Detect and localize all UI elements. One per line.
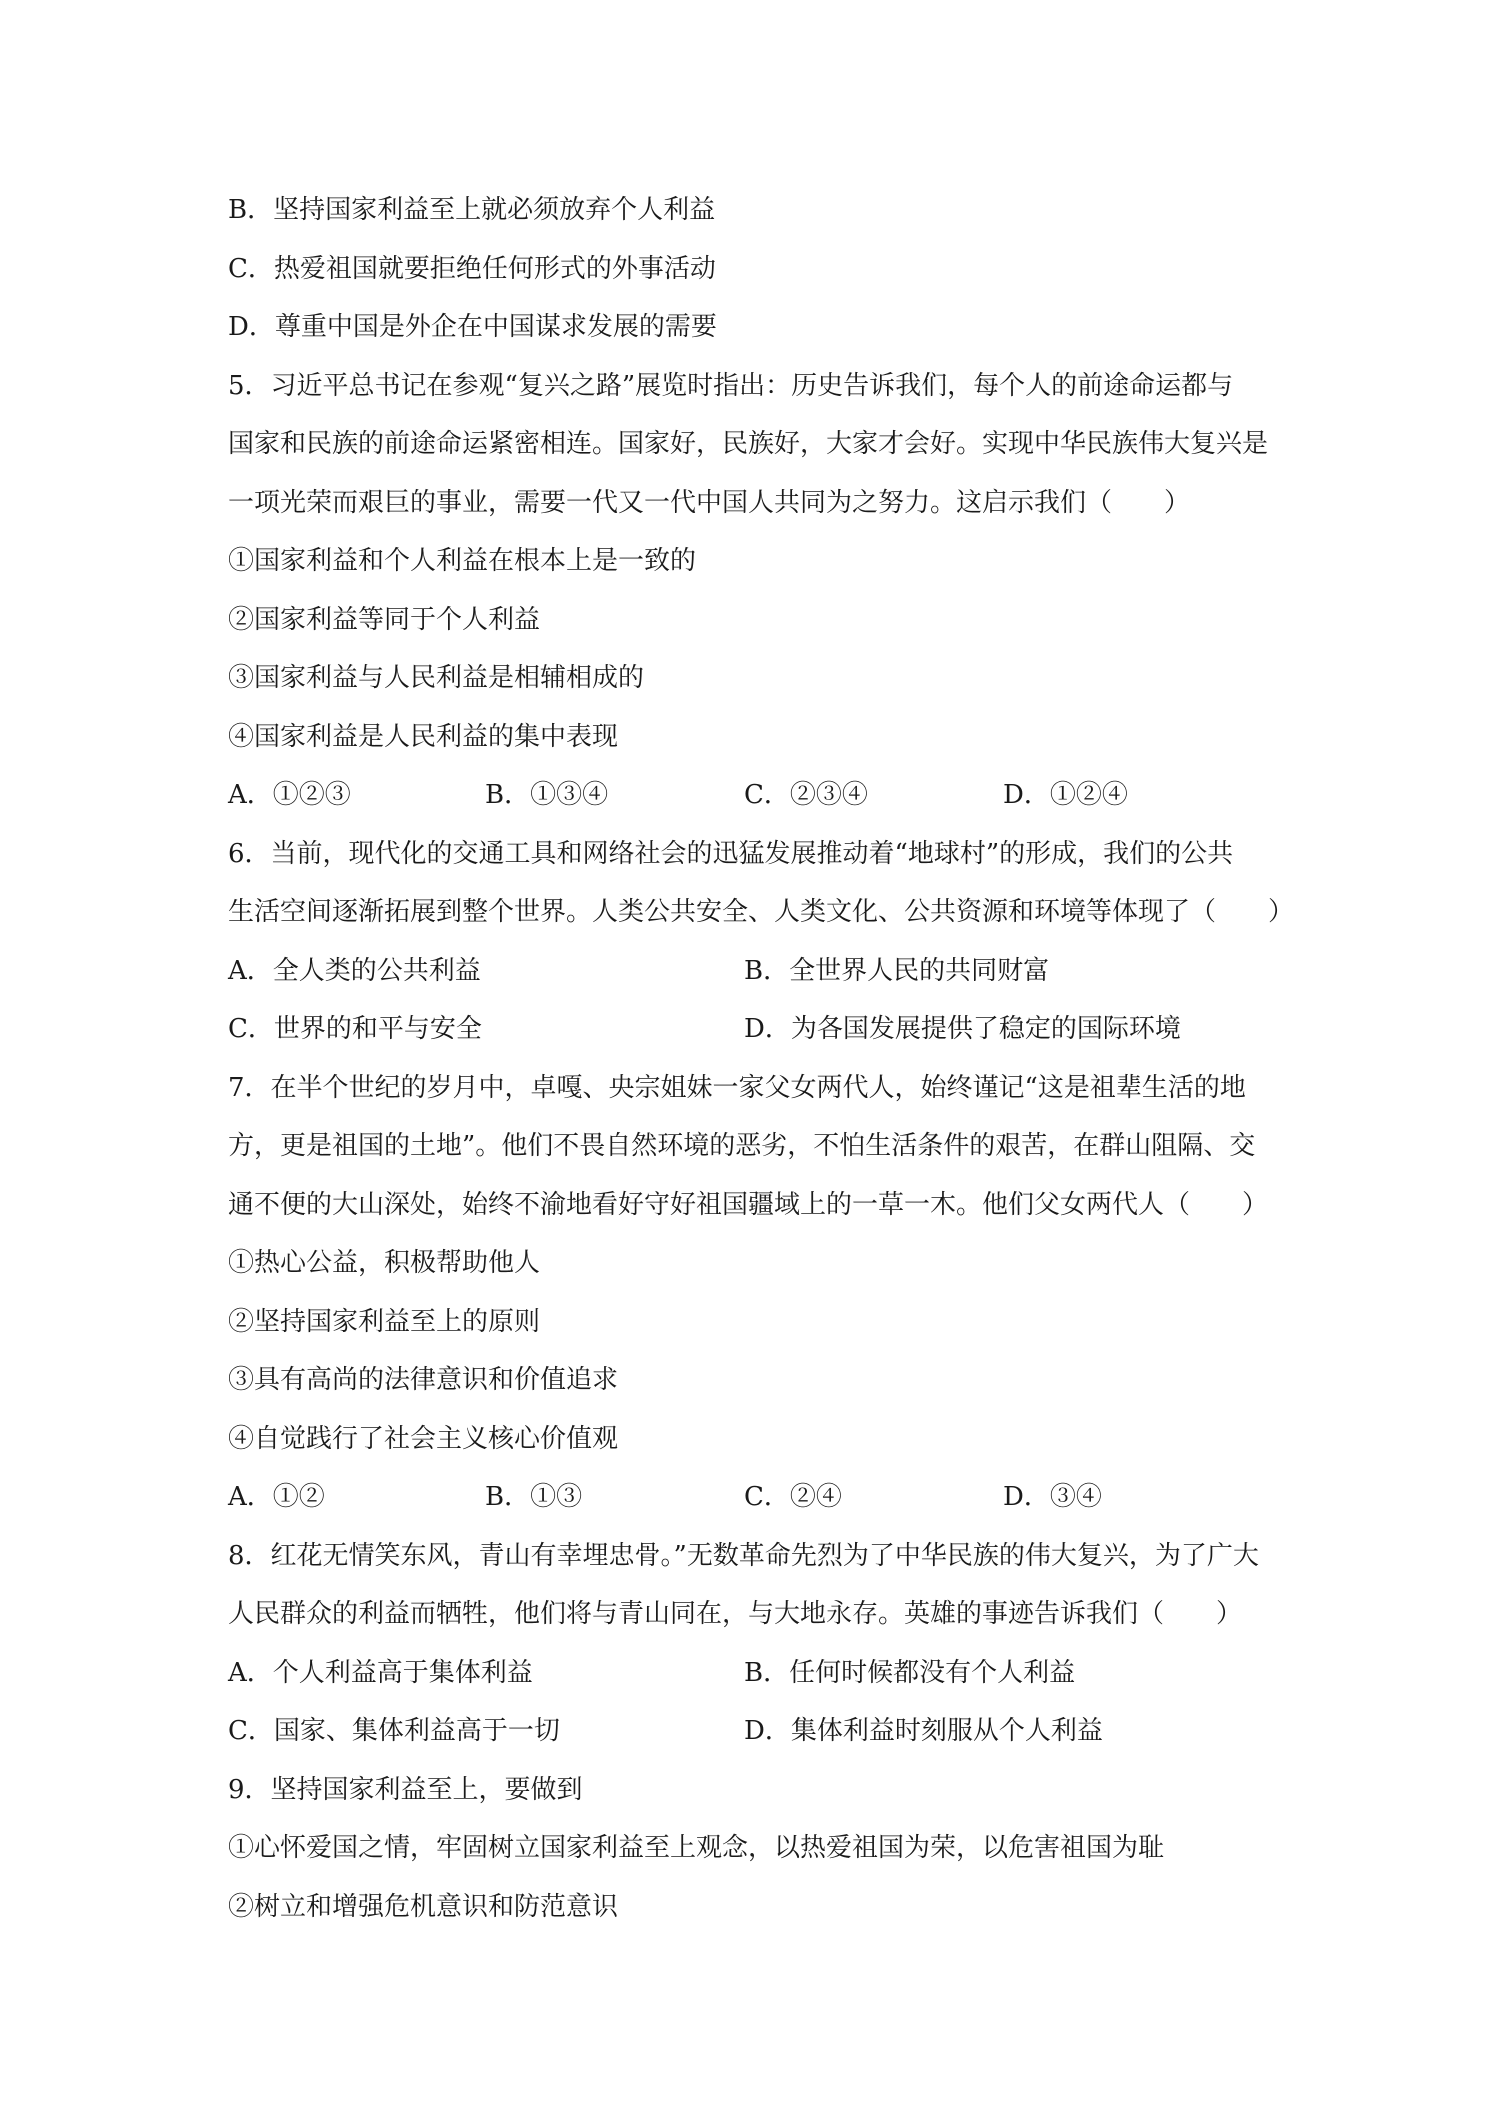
q7-choice-b: B．①③ — [485, 1482, 583, 1512]
q7-stem-line: 7．在半个世纪的岁月中，卓嘎、央宗姐妹一家父女两代人，始终谨记“这是祖辈生活的地 — [228, 1072, 1246, 1103]
q7-statement-4: ④自觉践行了社会主义核心价值观 — [228, 1423, 619, 1454]
q5-stem-line: 一项光荣而艰巨的事业，需要一代又一代中国人共同为之努力。这启示我们（ ） — [228, 487, 1191, 518]
q7-choices-row — [228, 1468, 1288, 1527]
q5-stem-line: 5．习近平总书记在参观“复兴之路”展览时指出：历史告诉我们，每个人的前途命运都与 — [228, 370, 1234, 401]
q8-choice-a: A．个人利益高于集体利益 — [228, 1657, 533, 1688]
q6-choice-b: B．全世界人民的共同财富 — [744, 955, 1050, 986]
q6-choice-d: D．为各国发展提供了稳定的国际环境 — [744, 1014, 1181, 1044]
q5-choice-d: D．①②④ — [1003, 780, 1128, 810]
q5-statement-4: ④国家利益是人民利益的集中表现 — [228, 721, 619, 752]
q7-choice-d: D．③④ — [1003, 1482, 1102, 1512]
q5-statement-1: ①国家利益和个人利益在根本上是一致的 — [228, 546, 697, 576]
q5-choice-c: C．②③④ — [744, 780, 868, 810]
q9-stem-line: 9．坚持国家利益至上，要做到 — [228, 1774, 583, 1805]
q6-choice-a: A．全人类的公共利益 — [228, 955, 481, 986]
q5-stem-line: 国家和民族的前途命运紧密相连。国家好，民族好，大家才会好。实现中华民族伟大复兴是 — [228, 429, 1269, 459]
q8-choices-row — [228, 1702, 1288, 1761]
q5-statement-3: ③国家利益与人民利益是相辅相成的 — [228, 663, 645, 693]
q4-option-b: B．坚持国家利益至上就必须放弃个人利益 — [228, 195, 716, 225]
q8-choices-row — [228, 1644, 1288, 1703]
q7-choice-c: C．②④ — [744, 1482, 842, 1512]
q5-choices-row — [228, 766, 1288, 825]
q9-statement-1: ①心怀爱国之情，牢固树立国家利益至上观念，以热爱祖国为荣，以危害祖国为耻 — [228, 1833, 1165, 1863]
q7-statement-1: ①热心公益，积极帮助他人 — [228, 1248, 541, 1278]
q8-choice-b: B．任何时候都没有个人利益 — [744, 1657, 1076, 1688]
q8-choice-d: D．集体利益时刻服从个人利益 — [744, 1716, 1103, 1746]
q8-choice-c: C．国家、集体利益高于一切 — [228, 1716, 560, 1746]
q5-choice-b: B．①③④ — [485, 780, 609, 810]
q6-choices-row — [228, 942, 1288, 1001]
q7-stem-line: 方，更是祖国的土地”。他们不畏自然环境的恶劣，不怕生活条件的艰苦，在群山阻隔、交 — [228, 1131, 1256, 1161]
q7-choice-a: A．①② — [228, 1482, 325, 1512]
q5-statement-2: ②国家利益等同于个人利益 — [228, 604, 541, 635]
q4-option-d: D．尊重中国是外企在中国谋求发展的需要 — [228, 312, 717, 342]
exam-page — [228, 181, 1295, 1936]
q9-statement-2: ②树立和增强危机意识和防范意识 — [228, 1891, 619, 1922]
q4-option-c: C．热爱祖国就要拒绝任何形式的外事活动 — [228, 253, 716, 284]
q6-stem-line: 6．当前，现代化的交通工具和网络社会的迅猛发展推动着“地球村”的形成，我们的公共 — [228, 838, 1234, 869]
q7-stem-line: 通不便的大山深处，始终不渝地看好守好祖国疆域上的一草一木。他们父女两代人（ ） — [228, 1189, 1269, 1220]
q5-choice-a: A．①②③ — [228, 780, 351, 810]
q6-stem-line: 生活空间逐渐拓展到整个世界。人类公共安全、人类文化、公共资源和环境等体现了（ ） — [228, 897, 1295, 927]
q6-choices-row — [228, 1000, 1288, 1059]
q6-choice-c: C．世界的和平与安全 — [228, 1014, 482, 1044]
q8-stem-line: 人民群众的利益而牺牲，他们将与青山同在，与大地永存。英雄的事迹告诉我们（ ） — [228, 1599, 1243, 1629]
q8-stem-line: 8．红花无情笑东风，青山有幸埋忠骨。”无数革命先烈为了中华民族的伟大复兴，为了广大 — [228, 1540, 1259, 1571]
q7-statement-3: ③具有高尚的法律意识和价值追求 — [228, 1365, 619, 1395]
q7-statement-2: ②坚持国家利益至上的原则 — [228, 1306, 541, 1337]
